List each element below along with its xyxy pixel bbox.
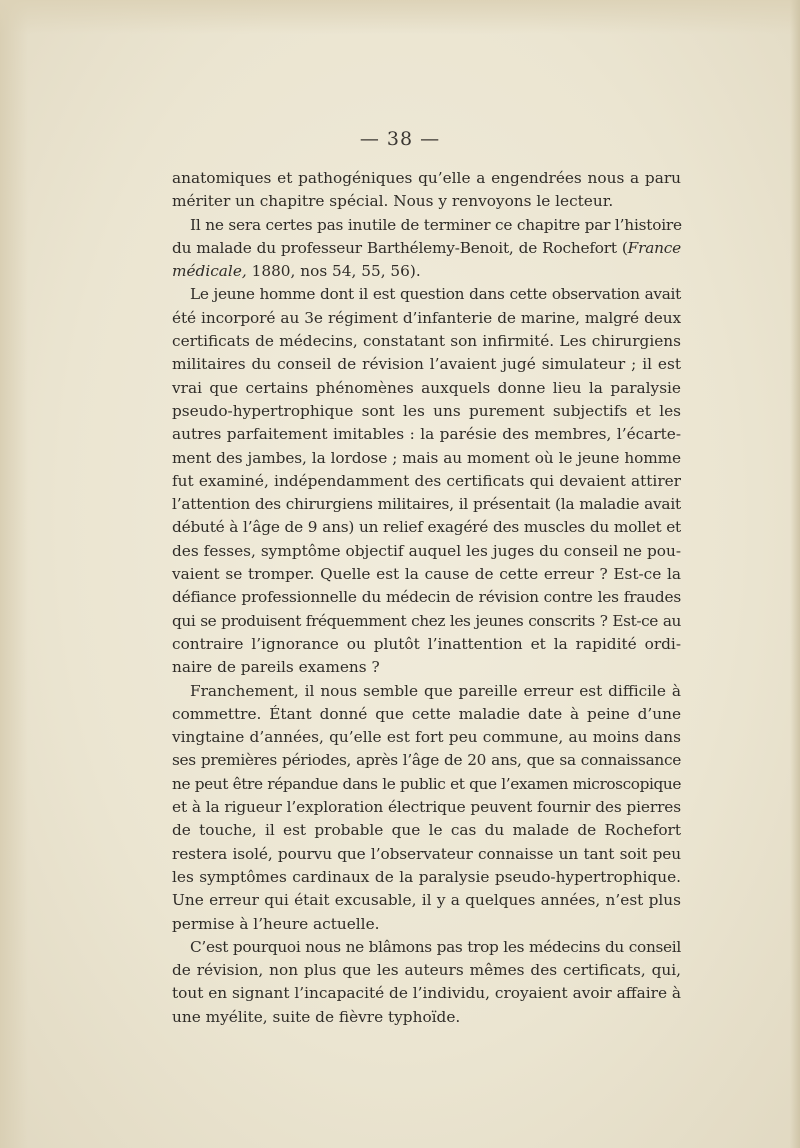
body-text: [172, 167, 681, 1029]
text-line: [172, 633, 681, 656]
text-run: ses premières périodes, après l’âge de 20 ans, que sa connaissance: [172, 751, 681, 770]
text-line: [172, 889, 681, 912]
text-line: [172, 260, 681, 283]
italic-run: médicale,: [172, 262, 247, 281]
text-line: [172, 190, 681, 213]
text-line: [172, 726, 681, 749]
text-run: les symptômes cardinaux de la paralysie pseudo-hypertrophique.: [172, 867, 681, 886]
text-line: [172, 610, 681, 633]
text-run: certificats de médecins, constatant son infirmité. Les chirurgiens: [172, 332, 681, 351]
text-line: [172, 540, 681, 563]
text-run: Le jeune homme dont il est question dans cette observation avait: [190, 285, 681, 304]
text-line: [172, 656, 681, 679]
text-run: anatomiques et pathogéniques qu’elle a engendrées nous a paru: [172, 169, 681, 187]
text-line: [172, 423, 681, 446]
text-run: tout en signant l’incapacité de l’individu, croyaient avoir affaire à: [172, 984, 681, 1003]
italic-run: France: [627, 238, 681, 257]
text-run: ne peut être répandue dans le public et que l’examen microscopique: [172, 774, 681, 793]
text-line: [172, 353, 681, 376]
text-run: ment des jambes, la lordose ; mais au moment où le jeune homme: [172, 448, 681, 467]
text-line: [172, 563, 681, 586]
text-line: [172, 237, 681, 260]
text-run: 1880, nos 54, 55, 56).: [246, 262, 421, 281]
text-run: vingtaine d’années, qu’elle est fort peu commune, au moins dans: [172, 728, 681, 747]
text-run: été incorporé au 3e régiment d’infanterie de marine, malgré deux: [172, 308, 681, 327]
text-line: [172, 796, 681, 819]
text-line: [172, 680, 681, 703]
text-line: [172, 214, 681, 237]
page-shadow-top: [0, 0, 800, 34]
text-run: Il ne sera certes pas inutile de terminer ce chapitre par l’histoire: [190, 215, 682, 234]
text-run: une myélite, suite de fièvre typhoïde.: [172, 1007, 461, 1026]
text-line: [172, 167, 681, 190]
text-run: fut examiné, indépendamment des certificats qui devaient attirer: [172, 471, 681, 490]
text-line: [172, 936, 681, 959]
text-line: [172, 470, 681, 493]
page-shadow-right: [790, 0, 800, 1148]
text-run: qui se produisent fréquemment chez les jeunes conscrits ? Est-ce au: [172, 611, 681, 630]
text-line: [172, 843, 681, 866]
text-run: débuté à l’âge de 9 ans) un relief exagéré des muscles du mollet et: [172, 518, 681, 537]
text-run: restera isolé, pourvu que l’observateur connaisse un tant soit peu: [172, 844, 681, 863]
text-line: [172, 516, 681, 539]
text-line: [172, 586, 681, 609]
text-line: [172, 283, 681, 306]
text-line: [172, 982, 681, 1005]
text-line: [172, 819, 681, 842]
text-run: permise à l’heure actuelle.: [172, 914, 380, 933]
text-run: de touche, il est probable que le cas du malade de Rochefort: [172, 821, 681, 840]
text-run: de révision, non plus que les auteurs mêmes des certificats, qui,: [172, 961, 681, 980]
text-run: autres parfaitement imitables : la parésie des membres, l’écarte-: [172, 425, 681, 444]
text-run: vaient se tromper. Quelle est la cause de cette erreur ? Est-ce la: [172, 565, 681, 584]
text-line: [172, 493, 681, 516]
text-line: [172, 447, 681, 470]
text-line: [172, 330, 681, 353]
text-line: [172, 377, 681, 400]
text-run: du malade du professeur Barthélemy-Benoit, de Rochefort (: [172, 238, 628, 257]
text-line: [172, 773, 681, 796]
text-line: [172, 307, 681, 330]
page-shadow-left: [0, 0, 28, 1148]
text-run: militaires du conseil de révision l’avaient jugé simulateur ; il est: [172, 355, 681, 374]
text-run: contraire l’ignorance ou plutôt l’inattention et la rapidité ordi-: [172, 634, 681, 653]
text-run: C’est pourquoi nous ne blâmons pas trop les médecins du conseil: [190, 937, 681, 956]
text-line: [172, 913, 681, 936]
text-run: vrai que certains phénomènes auxquels donne lieu la paralysie: [172, 378, 681, 397]
text-run: défiance professionnelle du médecin de révision contre les fraudes: [172, 588, 681, 607]
text-run: pseudo-hypertrophique sont les uns purement subjectifs et les: [172, 401, 681, 420]
text-line: [172, 703, 681, 726]
text-run: l’attention des chirurgiens militaires, il présentait (la maladie avait: [172, 495, 681, 514]
text-run: commettre. Étant donné que cette maladie date à peine d’une: [172, 704, 681, 723]
text-run: naire de pareils examens ?: [172, 658, 380, 677]
text-line: [172, 1006, 681, 1029]
text-run: des fesses, symptôme objectif auquel les juges du conseil ne pou-: [172, 541, 681, 560]
page-number: — 38 —: [359, 128, 441, 150]
text-run: mériter un chapitre spécial. Nous y renvoyons le lecteur.: [172, 192, 614, 211]
text-line: [172, 749, 681, 772]
text-line: [172, 866, 681, 889]
text-run: et à la rigueur l’exploration électrique peuvent fournir des pierres: [172, 798, 681, 817]
text-run: Une erreur qui était excusable, il y a quelques années, n’est plus: [172, 891, 681, 910]
text-line: [172, 400, 681, 423]
text-run: Franchement, il nous semble que pareille erreur est difficile à: [190, 681, 681, 700]
text-line: [172, 959, 681, 982]
